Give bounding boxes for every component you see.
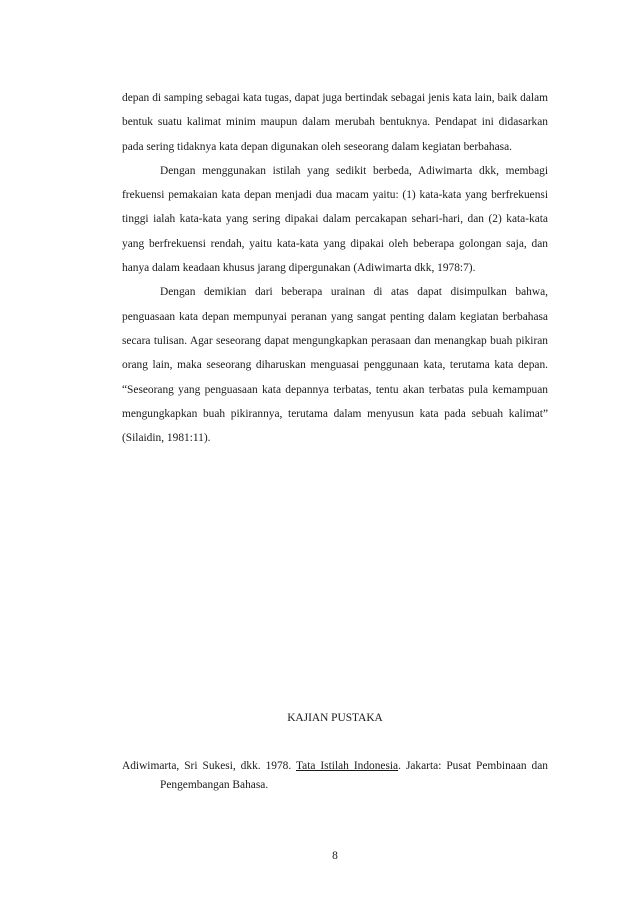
reference-publisher: . Jakarta: Pusat Pembinaan dan Pengembangan Bahasa.	[160, 760, 549, 791]
paragraph-frequency: Dengan menggunakan istilah yang sedikit berbeda, Adiwimarta dkk, membagi frekuensi pemakaian kata depan menjadi dua macam yaitu: (1) kata-kata yang berfrekuensi tinggi ialah kata-kata yang sering dipakai dalam percakapan sehari-hari, dan (2) kata-kata yang berfrekuensi rendah, yaitu kata-kata yang dipakai oleh beberapa golongan saja, dan hanya dalam keadaan khusus jarang dipergunakan (Adiwimarta dkk, 1978:7).	[122, 164, 548, 275]
paragraph-continuation: depan di samping sebagai kata tugas, dapat juga bertindak sebagai jenis kata lain, baik dalam bentuk suatu kalimat minim maupun dalam merubah bentuknya. Pendapat ini didasarkan pada sering tidaknya kata depan digunakan oleh seseorang dalam kegiatan berbahasa.	[122, 92, 548, 153]
page-number: 8	[332, 850, 338, 862]
references-heading: KAJIAN PUSTAKA	[287, 712, 383, 724]
reference-entry	[122, 757, 548, 795]
reference-author-year: Adiwimarta, Sri Sukesi, dkk. 1978.	[122, 760, 296, 772]
reference-title: Tata Istilah Indonesia	[295, 760, 399, 772]
body-text	[122, 86, 548, 450]
paragraph-conclusion: Dengan demikian dari beberapa urainan di atas dapat disimpulkan bahwa, penguasaan kata depan mempunyai peranan yang sangat penting dalam kegiatan berbahasa secara tulisan. Agar seseorang dapat mengungkapkan perasaan dan menangkap buah pikiran orang lain, maka seseorang diharuskan menguasai penggunaan kata, terutama kata depan. “Seseorang yang penguasaan kata depannya terbatas, tentu akan terbatas pula kemampuan mengungkapkan buah pikirannya, terutama dalam menyusun kata pada sebuah kalimat” (Silaidin, 1981:11).	[122, 286, 548, 445]
